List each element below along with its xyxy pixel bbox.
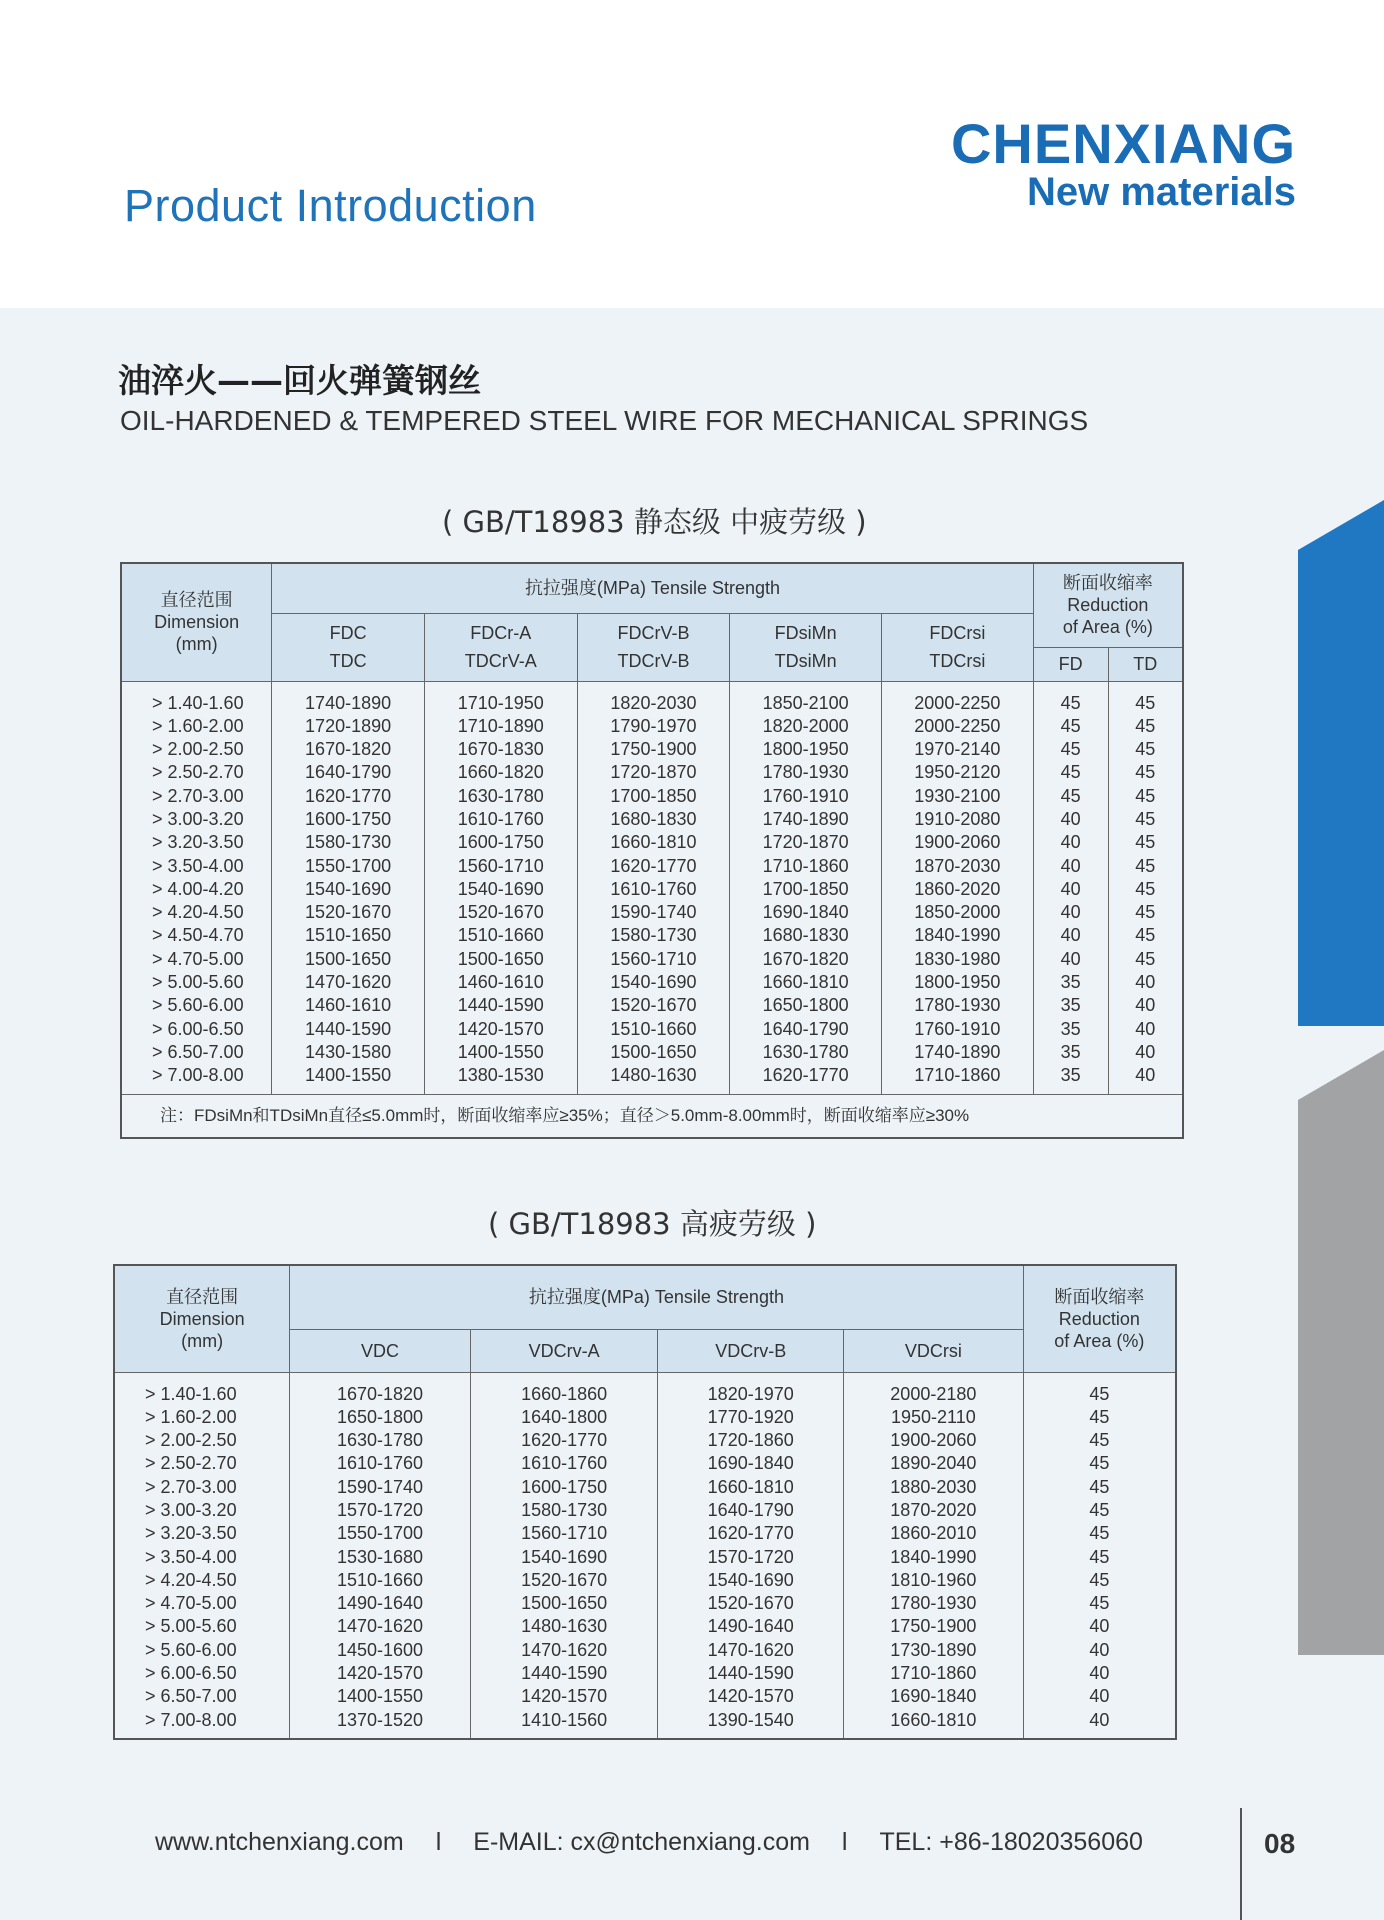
dimension-cell: > 4.00-4.20 — [121, 878, 272, 901]
value-cell: 1520-1670 — [470, 1569, 658, 1592]
value-cell: 1470-1620 — [290, 1615, 471, 1638]
value-cell: 40 — [1023, 1685, 1176, 1708]
value-cell: 1790-1970 — [577, 715, 730, 738]
dimension-cell: > 2.00-2.50 — [114, 1429, 290, 1452]
dimension-cell: > 3.50-4.00 — [114, 1546, 290, 1569]
value-cell: 1950-2110 — [844, 1406, 1024, 1429]
value-cell: 45 — [1108, 808, 1183, 831]
value-cell: 45 — [1023, 1522, 1176, 1545]
footer-separator: l — [435, 1828, 442, 1856]
reduction-header: 断面收缩率 Reduction of Area (%) — [1033, 563, 1183, 647]
value-cell: 1540-1690 — [577, 971, 730, 994]
value-cell: 1730-1890 — [844, 1639, 1024, 1662]
value-cell: 1880-2030 — [844, 1476, 1024, 1499]
value-cell: 1610-1760 — [290, 1452, 471, 1475]
value-cell: 1460-1610 — [272, 994, 425, 1017]
dimension-cell: > 4.70-5.00 — [121, 948, 272, 971]
table-row — [114, 1592, 1176, 1615]
value-cell: 1530-1680 — [290, 1546, 471, 1569]
table-row — [114, 1429, 1176, 1452]
value-cell: 1680-1830 — [730, 924, 882, 947]
phone-number: TEL: +86-18020356060 — [879, 1828, 1143, 1856]
value-cell: 2000-2250 — [882, 715, 1034, 738]
value-cell: 1420-1570 — [424, 1018, 577, 1041]
value-cell: 1850-2100 — [730, 681, 882, 715]
value-cell: 1800-1950 — [882, 971, 1034, 994]
dimension-cell: > 6.50-7.00 — [121, 1041, 272, 1064]
value-cell: 1440-1590 — [272, 1018, 425, 1041]
email-link[interactable]: E-MAIL: cx@ntchenxiang.com — [473, 1828, 810, 1856]
table-row — [114, 1615, 1176, 1638]
value-cell: 1800-1950 — [730, 738, 882, 761]
table-row — [121, 924, 1183, 947]
value-cell: 1510-1660 — [290, 1569, 471, 1592]
dimension-cell: > 6.50-7.00 — [114, 1685, 290, 1708]
dimension-cell: > 4.20-4.50 — [121, 901, 272, 924]
value-cell: 1420-1570 — [470, 1685, 658, 1708]
value-cell: 1710-1860 — [882, 1064, 1034, 1094]
value-cell: 1600-1750 — [470, 1476, 658, 1499]
grade-header: VDCrsi — [844, 1329, 1024, 1372]
value-cell: 1460-1610 — [424, 971, 577, 994]
value-cell: 1570-1720 — [658, 1546, 844, 1569]
standard-title-high-fatigue: ( GB/T18983 高疲劳级 ) — [488, 1207, 817, 1241]
value-cell: 1660-1810 — [844, 1709, 1024, 1739]
value-cell: 1550-1700 — [272, 855, 425, 878]
dimension-header: 直径范围 Dimension (mm) — [121, 563, 272, 681]
table-row — [114, 1499, 1176, 1522]
page-number: 08 — [1264, 1828, 1296, 1859]
dimension-cell: > 1.60-2.00 — [114, 1406, 290, 1429]
value-cell: 1590-1740 — [577, 901, 730, 924]
value-cell: 40 — [1033, 808, 1108, 831]
table-row — [114, 1372, 1176, 1406]
value-cell: 1720-1860 — [658, 1429, 844, 1452]
dimension-cell: > 7.00-8.00 — [121, 1064, 272, 1094]
dimension-cell: > 5.60-6.00 — [114, 1639, 290, 1662]
static-grade-table — [120, 562, 1184, 1139]
table-row — [121, 1018, 1183, 1041]
value-cell: 1500-1650 — [470, 1592, 658, 1615]
dimension-cell: > 3.00-3.20 — [121, 808, 272, 831]
value-cell: 1370-1520 — [290, 1709, 471, 1739]
footer-divider — [1240, 1808, 1242, 1920]
value-cell: 1900-2060 — [844, 1429, 1024, 1452]
table-row — [121, 785, 1183, 808]
value-cell: 1540-1690 — [272, 878, 425, 901]
table-row — [114, 1685, 1176, 1708]
value-cell: 1860-2020 — [882, 878, 1034, 901]
value-cell: 1710-1860 — [844, 1662, 1024, 1685]
brand-name: CHENXIANG — [950, 112, 1296, 175]
value-cell: 1390-1540 — [658, 1709, 844, 1739]
dimension-cell: > 4.50-4.70 — [121, 924, 272, 947]
tensile-strength-header: 抗拉强度(MPa) Tensile Strength — [272, 563, 1033, 613]
value-cell: 1680-1830 — [577, 808, 730, 831]
value-cell: 1470-1620 — [470, 1639, 658, 1662]
value-cell: 1670-1830 — [424, 738, 577, 761]
dimension-cell: > 3.50-4.00 — [121, 855, 272, 878]
value-cell: 1610-1760 — [577, 878, 730, 901]
table-row — [121, 994, 1183, 1017]
dimension-cell: > 5.00-5.60 — [114, 1615, 290, 1638]
value-cell: 1840-1990 — [844, 1546, 1024, 1569]
value-cell: 40 — [1033, 924, 1108, 947]
tensile-strength-header: 抗拉强度(MPa) Tensile Strength — [290, 1265, 1023, 1329]
value-cell: 1760-1910 — [882, 1018, 1034, 1041]
value-cell: 1720-1870 — [730, 831, 882, 854]
footer-contact — [155, 1828, 1143, 1857]
value-cell: 45 — [1108, 948, 1183, 971]
value-cell: 1400-1550 — [272, 1064, 425, 1094]
dimension-cell: > 1.40-1.60 — [114, 1372, 290, 1406]
table-row — [121, 948, 1183, 971]
value-cell: 1440-1590 — [424, 994, 577, 1017]
table-row — [121, 715, 1183, 738]
value-cell: 1630-1780 — [730, 1041, 882, 1064]
value-cell: 45 — [1033, 785, 1108, 808]
value-cell: 1630-1780 — [290, 1429, 471, 1452]
value-cell: 40 — [1108, 1041, 1183, 1064]
value-cell: 1820-2000 — [730, 715, 882, 738]
value-cell: 1580-1730 — [272, 831, 425, 854]
dimension-cell: > 2.70-3.00 — [121, 785, 272, 808]
value-cell: 45 — [1108, 855, 1183, 878]
value-cell: 45 — [1108, 785, 1183, 808]
value-cell: 1710-1890 — [424, 715, 577, 738]
value-cell: 1400-1550 — [290, 1685, 471, 1708]
value-cell: 1640-1800 — [470, 1406, 658, 1429]
value-cell: 1520-1670 — [424, 901, 577, 924]
value-cell: 1430-1580 — [272, 1041, 425, 1064]
value-cell: 1520-1670 — [577, 994, 730, 1017]
table-row — [121, 808, 1183, 831]
value-cell: 1890-2040 — [844, 1452, 1024, 1475]
value-cell: 1610-1760 — [424, 808, 577, 831]
value-cell: 1420-1570 — [658, 1685, 844, 1708]
value-cell: 40 — [1108, 994, 1183, 1017]
value-cell: 1780-1930 — [730, 761, 882, 784]
reduction-sub-header-td: TD — [1108, 647, 1183, 681]
value-cell: 1820-1970 — [658, 1372, 844, 1406]
grade-header: FDCr-A TDCrV-A — [424, 613, 577, 681]
value-cell: 1930-2100 — [882, 785, 1034, 808]
value-cell: 45 — [1108, 924, 1183, 947]
table-row — [114, 1662, 1176, 1685]
value-cell: 1400-1550 — [424, 1041, 577, 1064]
value-cell: 45 — [1023, 1452, 1176, 1475]
value-cell: 1510-1660 — [424, 924, 577, 947]
table-row — [121, 1041, 1183, 1064]
table-row — [121, 878, 1183, 901]
value-cell: 45 — [1033, 761, 1108, 784]
grade-header: VDCrv-A — [470, 1329, 658, 1372]
decorative-gray-stripe — [1298, 1050, 1384, 1655]
table-row — [121, 831, 1183, 854]
value-cell: 1580-1730 — [577, 924, 730, 947]
value-cell: 1660-1820 — [424, 761, 577, 784]
value-cell: 40 — [1108, 1018, 1183, 1041]
value-cell: 1760-1910 — [730, 785, 882, 808]
dimension-cell: > 1.40-1.60 — [121, 681, 272, 715]
value-cell: 1470-1620 — [272, 971, 425, 994]
value-cell: 1660-1860 — [470, 1372, 658, 1406]
value-cell: 45 — [1023, 1499, 1176, 1522]
value-cell: 45 — [1108, 761, 1183, 784]
value-cell: 1540-1690 — [470, 1546, 658, 1569]
value-cell: 1620-1770 — [658, 1522, 844, 1545]
value-cell: 1660-1810 — [577, 831, 730, 854]
value-cell: 1750-1900 — [844, 1615, 1024, 1638]
value-cell: 1540-1690 — [424, 878, 577, 901]
value-cell: 1630-1780 — [424, 785, 577, 808]
website-link[interactable]: www.ntchenxiang.com — [155, 1828, 404, 1856]
value-cell: 1620-1770 — [730, 1064, 882, 1094]
value-cell: 1870-2020 — [844, 1499, 1024, 1522]
value-cell: 1750-1900 — [577, 738, 730, 761]
value-cell: 1480-1630 — [577, 1064, 730, 1094]
decorative-blue-stripe — [1298, 500, 1384, 1026]
value-cell: 35 — [1033, 1064, 1108, 1094]
table-row — [121, 855, 1183, 878]
value-cell: 1910-2080 — [882, 808, 1034, 831]
value-cell: 1500-1650 — [424, 948, 577, 971]
dimension-cell: > 3.20-3.50 — [121, 831, 272, 854]
value-cell: 1740-1890 — [882, 1041, 1034, 1064]
value-cell: 1470-1620 — [658, 1639, 844, 1662]
value-cell: 45 — [1023, 1429, 1176, 1452]
value-cell: 1700-1850 — [577, 785, 730, 808]
dimension-cell: > 5.00-5.60 — [121, 971, 272, 994]
value-cell: 45 — [1023, 1372, 1176, 1406]
value-cell: 1700-1850 — [730, 878, 882, 901]
value-cell: 1840-1990 — [882, 924, 1034, 947]
value-cell: 1620-1770 — [577, 855, 730, 878]
dimension-cell: > 7.00-8.00 — [114, 1709, 290, 1739]
value-cell: 1380-1530 — [424, 1064, 577, 1094]
value-cell: 40 — [1033, 948, 1108, 971]
value-cell: 1650-1800 — [730, 994, 882, 1017]
value-cell: 45 — [1108, 738, 1183, 761]
table-row — [114, 1546, 1176, 1569]
value-cell: 1410-1560 — [470, 1709, 658, 1739]
footer-separator: l — [841, 1828, 848, 1856]
dimension-cell: > 1.60-2.00 — [121, 715, 272, 738]
value-cell: 1520-1670 — [272, 901, 425, 924]
value-cell: 1500-1650 — [577, 1041, 730, 1064]
value-cell: 1690-1840 — [844, 1685, 1024, 1708]
product-title-en: OIL-HARDENED & TEMPERED STEEL WIRE FOR MECHANICAL SPRINGS — [120, 405, 1089, 436]
value-cell: 1870-2030 — [882, 855, 1034, 878]
value-cell: 1820-2030 — [577, 681, 730, 715]
value-cell: 1710-1950 — [424, 681, 577, 715]
standard-title-static: ( GB/T18983 静态级 中疲劳级 ) — [442, 505, 867, 539]
value-cell: 1600-1750 — [424, 831, 577, 854]
value-cell: 1640-1790 — [730, 1018, 882, 1041]
table-row — [114, 1639, 1176, 1662]
value-cell: 1780-1930 — [844, 1592, 1024, 1615]
table-row — [121, 738, 1183, 761]
reduction-sub-header-fd: FD — [1033, 647, 1108, 681]
value-cell: 1900-2060 — [882, 831, 1034, 854]
value-cell: 1660-1810 — [658, 1476, 844, 1499]
dimension-cell: > 2.50-2.70 — [121, 761, 272, 784]
value-cell: 1670-1820 — [272, 738, 425, 761]
value-cell: 1440-1590 — [470, 1662, 658, 1685]
value-cell: 1640-1790 — [658, 1499, 844, 1522]
value-cell: 1640-1790 — [272, 761, 425, 784]
value-cell: 1510-1660 — [577, 1018, 730, 1041]
value-cell: 45 — [1023, 1476, 1176, 1499]
table-note: 注：FDsiMn和TDsiMn直径≤5.0mm时，断面收缩率应≥35%；直径＞5.0mm-8.00mm时，断面收缩率应≥30% — [121, 1094, 1183, 1138]
value-cell: 1710-1860 — [730, 855, 882, 878]
value-cell: 1450-1600 — [290, 1639, 471, 1662]
table-row — [114, 1452, 1176, 1475]
dimension-cell: > 3.20-3.50 — [114, 1522, 290, 1545]
table-row — [121, 761, 1183, 784]
value-cell: 1600-1750 — [272, 808, 425, 831]
value-cell: 1610-1760 — [470, 1452, 658, 1475]
value-cell: 40 — [1033, 901, 1108, 924]
value-cell: 1830-1980 — [882, 948, 1034, 971]
value-cell: 1560-1710 — [470, 1522, 658, 1545]
value-cell: 1650-1800 — [290, 1406, 471, 1429]
grade-header: FDCrV-B TDCrV-B — [577, 613, 730, 681]
value-cell: 1740-1890 — [272, 681, 425, 715]
value-cell: 40 — [1023, 1709, 1176, 1739]
value-cell: 45 — [1023, 1546, 1176, 1569]
table-row — [114, 1569, 1176, 1592]
value-cell: 1810-1960 — [844, 1569, 1024, 1592]
value-cell: 1620-1770 — [272, 785, 425, 808]
value-cell: 1690-1840 — [658, 1452, 844, 1475]
table-row — [114, 1406, 1176, 1429]
section-label: Product Introduction — [124, 180, 537, 231]
dimension-cell: > 3.00-3.20 — [114, 1499, 290, 1522]
value-cell: 1480-1630 — [470, 1615, 658, 1638]
value-cell: 1520-1670 — [658, 1592, 844, 1615]
value-cell: 35 — [1033, 994, 1108, 1017]
value-cell: 35 — [1033, 1041, 1108, 1064]
value-cell: 1540-1690 — [658, 1569, 844, 1592]
value-cell: 45 — [1023, 1592, 1176, 1615]
value-cell: 45 — [1033, 715, 1108, 738]
value-cell: 1780-1930 — [882, 994, 1034, 1017]
grade-header: VDC — [290, 1329, 471, 1372]
value-cell: 40 — [1023, 1662, 1176, 1685]
value-cell: 1970-2140 — [882, 738, 1034, 761]
table-row — [121, 971, 1183, 994]
value-cell: 1490-1640 — [658, 1615, 844, 1638]
value-cell: 35 — [1033, 971, 1108, 994]
value-cell: 40 — [1023, 1639, 1176, 1662]
value-cell: 40 — [1033, 831, 1108, 854]
value-cell: 45 — [1033, 738, 1108, 761]
value-cell: 40 — [1033, 878, 1108, 901]
value-cell: 45 — [1033, 681, 1108, 715]
table-row — [114, 1709, 1176, 1739]
value-cell: 1590-1740 — [290, 1476, 471, 1499]
dimension-cell: > 6.00-6.50 — [114, 1662, 290, 1685]
dimension-cell: > 4.20-4.50 — [114, 1569, 290, 1592]
product-title-cn: 油淬火——回火弹簧钢丝 — [118, 361, 481, 400]
value-cell: 1740-1890 — [730, 808, 882, 831]
value-cell: 45 — [1108, 681, 1183, 715]
value-cell: 1720-1890 — [272, 715, 425, 738]
value-cell: 1500-1650 — [272, 948, 425, 971]
high-fatigue-table — [113, 1264, 1177, 1740]
value-cell: 1560-1710 — [424, 855, 577, 878]
brand-subtitle: New materials — [1026, 170, 1296, 214]
value-cell: 1440-1590 — [658, 1662, 844, 1685]
grade-header: FDsiMn TDsiMn — [730, 613, 882, 681]
value-cell: 1550-1700 — [290, 1522, 471, 1545]
grade-header: VDCrv-B — [658, 1329, 844, 1372]
value-cell: 1850-2000 — [882, 901, 1034, 924]
value-cell: 45 — [1108, 715, 1183, 738]
grade-header: FDC TDC — [272, 613, 425, 681]
dimension-cell: > 2.00-2.50 — [121, 738, 272, 761]
value-cell: 1560-1710 — [577, 948, 730, 971]
value-cell: 1860-2010 — [844, 1522, 1024, 1545]
table-row — [121, 901, 1183, 924]
value-cell: 1580-1730 — [470, 1499, 658, 1522]
table-row — [114, 1522, 1176, 1545]
dimension-cell: > 5.60-6.00 — [121, 994, 272, 1017]
dimension-cell: > 4.70-5.00 — [114, 1592, 290, 1615]
value-cell: 1570-1720 — [290, 1499, 471, 1522]
value-cell: 45 — [1108, 901, 1183, 924]
table-row — [121, 1064, 1183, 1094]
table-row — [121, 681, 1183, 715]
value-cell: 1620-1770 — [470, 1429, 658, 1452]
value-cell: 1950-2120 — [882, 761, 1034, 784]
value-cell: 40 — [1023, 1615, 1176, 1638]
value-cell: 1510-1650 — [272, 924, 425, 947]
grade-header: FDCrsi TDCrsi — [882, 613, 1034, 681]
value-cell: 1670-1820 — [290, 1372, 471, 1406]
value-cell: 35 — [1033, 1018, 1108, 1041]
dimension-cell: > 6.00-6.50 — [121, 1018, 272, 1041]
value-cell: 1660-1810 — [730, 971, 882, 994]
value-cell: 1690-1840 — [730, 901, 882, 924]
value-cell: 2000-2250 — [882, 681, 1034, 715]
value-cell: 1720-1870 — [577, 761, 730, 784]
value-cell: 40 — [1108, 1064, 1183, 1094]
dimension-header: 直径范围 Dimension (mm) — [114, 1265, 290, 1372]
dimension-cell: > 2.70-3.00 — [114, 1476, 290, 1499]
value-cell: 2000-2180 — [844, 1372, 1024, 1406]
value-cell: 1670-1820 — [730, 948, 882, 971]
value-cell: 1420-1570 — [290, 1662, 471, 1685]
value-cell: 1490-1640 — [290, 1592, 471, 1615]
table-row — [114, 1476, 1176, 1499]
value-cell: 1770-1920 — [658, 1406, 844, 1429]
brand-logo — [950, 112, 1296, 214]
value-cell: 45 — [1108, 831, 1183, 854]
reduction-header: 断面收缩率 Reduction of Area (%) — [1023, 1265, 1176, 1372]
value-cell: 45 — [1108, 878, 1183, 901]
value-cell: 45 — [1023, 1569, 1176, 1592]
dimension-cell: > 2.50-2.70 — [114, 1452, 290, 1475]
value-cell: 45 — [1023, 1406, 1176, 1429]
value-cell: 40 — [1108, 971, 1183, 994]
value-cell: 40 — [1033, 855, 1108, 878]
